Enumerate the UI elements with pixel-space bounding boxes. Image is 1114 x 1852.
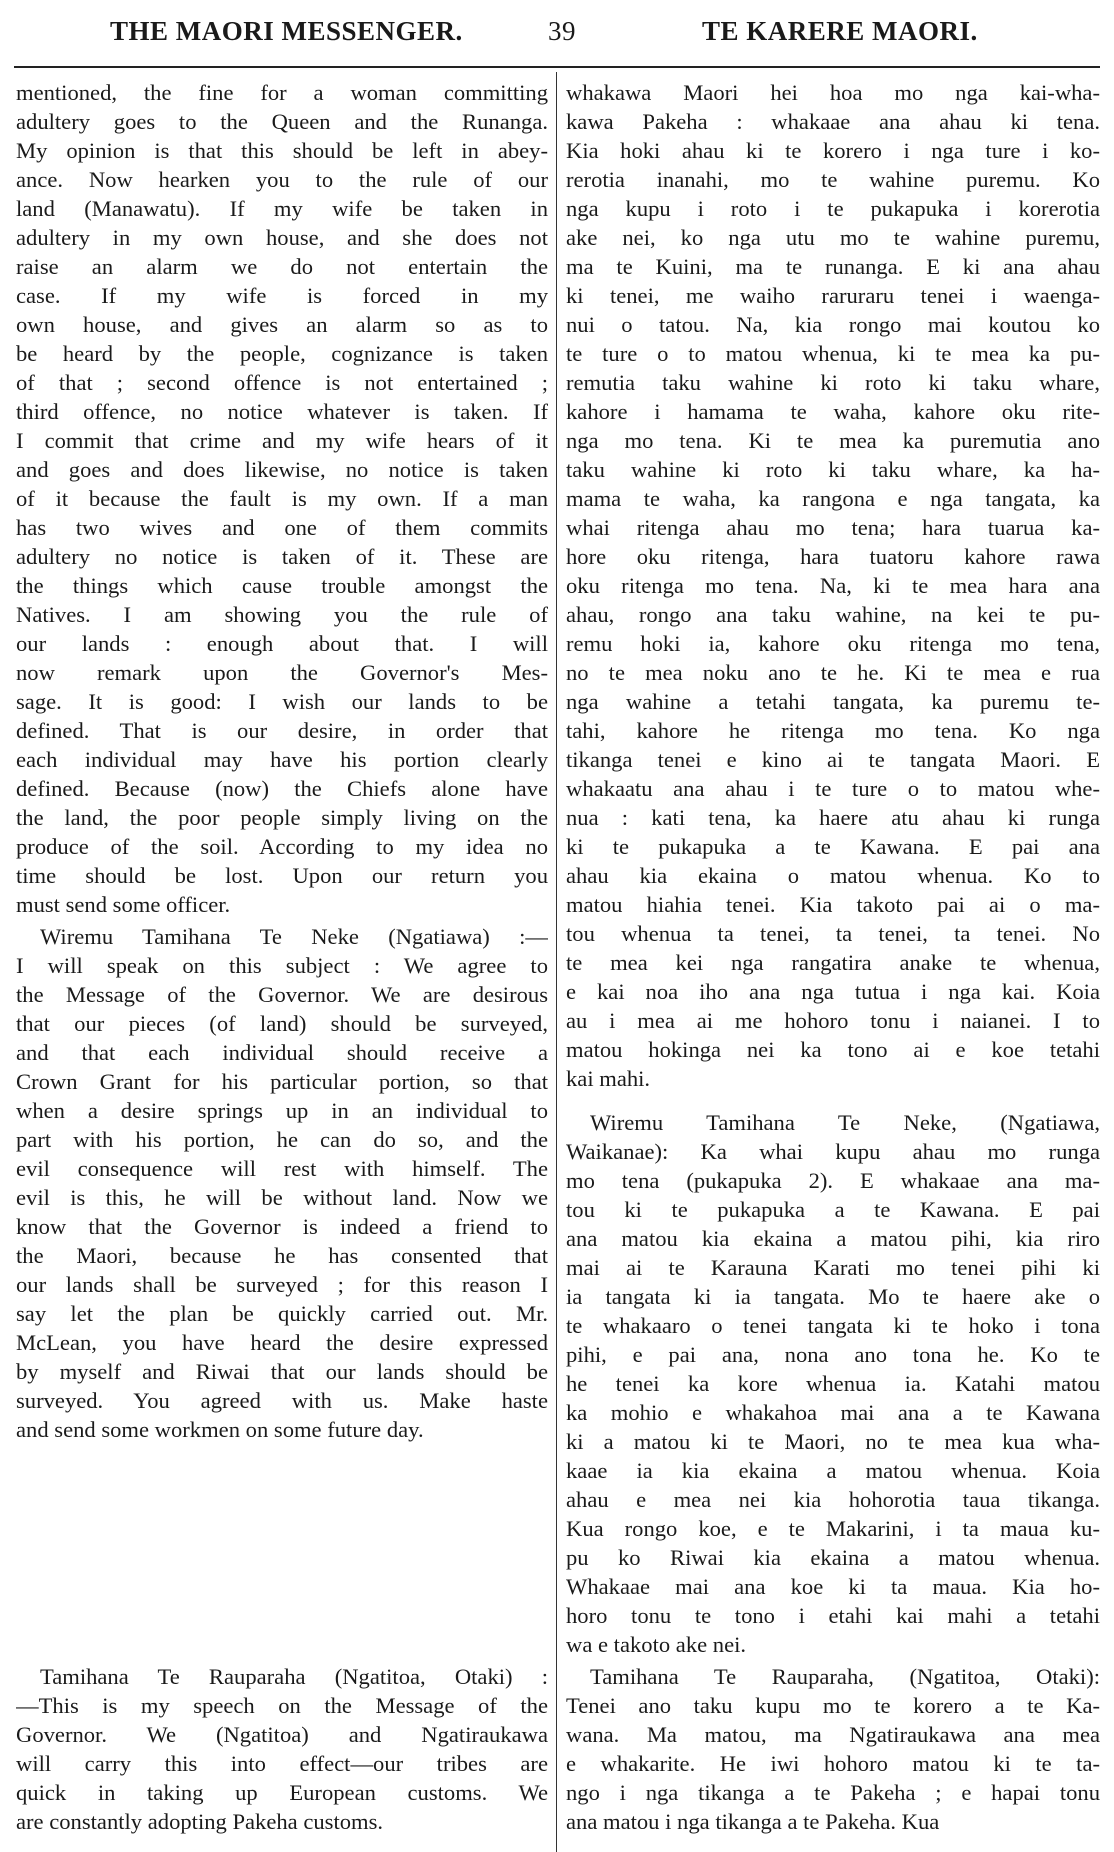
text-line: matou hokinga nei ka tono ai e koe tetahi (566, 1037, 1100, 1062)
text-line: nua : kati tena, ka haere atu ahau ki runga (566, 805, 1100, 830)
text-line: adultery no notice is taken of it. These are (16, 544, 548, 569)
text-line: Kua rongo koe, e te Makarini, i ta maua ku- (566, 1516, 1100, 1541)
text-line: Natives. I am showing you the rule of (16, 602, 548, 627)
text-line: whai ritenga ahau mo tena; hara tuarua ka- (566, 515, 1100, 540)
text-line: will carry this into effect—our tribes are (16, 1751, 548, 1776)
text-line: rerotia inanahi, mo te wahine puremu. Ko (566, 167, 1100, 192)
text-line: of it because the fault is my own. If a man (16, 486, 548, 511)
text-line: kai mahi. (566, 1066, 651, 1091)
text-line: nui o tatou. Na, kia rongo mai koutou ko (566, 312, 1100, 337)
maori-paragraph-wiremu (566, 1108, 1100, 1659)
text-line: taku wahine ki roto ki taku whare, ka ha- (566, 457, 1100, 482)
text-line: e kai noa iho ana nga tutua i nga kai. Koia (566, 979, 1100, 1004)
text-line: adultery goes to the Queen and the Runanga. (16, 109, 548, 134)
maori-paragraph-continuation (566, 78, 1100, 1093)
text-line: au i mea ai me hohoro tonu i naianei. I to (566, 1008, 1100, 1033)
text-line: Whakaae mai ana koe ki ta maua. Kia ho- (566, 1574, 1100, 1599)
text-line: must send some officer. (16, 892, 231, 917)
text-line: tou ki te pukapuka a te Kawana. E pai (566, 1197, 1100, 1222)
text-line: defined. Because (now) the Chiefs alone have (16, 776, 548, 801)
text-line: each individual may have his portion clearly (16, 747, 548, 772)
text-line: matou hiahia tenei. Kia takoto pai ai o ma- (566, 892, 1100, 917)
text-line: Tamihana Te Rauparaha (Ngatitoa, Otaki) : (40, 1664, 548, 1689)
text-line: wa e takoto ake nei. (566, 1632, 747, 1657)
text-line: now remark upon the Governor's Mes- (16, 660, 548, 685)
text-line: he tenei ka kore whenua ia. Katahi matou (566, 1371, 1100, 1396)
text-line: evil consequence will rest with himself. The (16, 1156, 548, 1181)
text-line: ahau, rongo ana taku wahine, na kei te pu- (566, 602, 1100, 627)
text-line: remu hoki ia, kahore oku ritenga mo tena, (566, 631, 1100, 656)
text-line: ma te Kuini, ma te runanga. E ki ana ahau (566, 254, 1100, 279)
text-line: and goes and does likewise, no notice is taken (16, 457, 548, 482)
text-line: Wiremu Tamihana Te Neke (Ngatiawa) :— (40, 924, 548, 949)
column-divider (556, 72, 557, 1852)
text-line: —This is my speech on the Message of the (16, 1693, 548, 1718)
text-line: ana matou i nga tikanga a te Pakeha. Kua (566, 1809, 940, 1834)
english-paragraph-continuation (16, 78, 548, 919)
header-maori-title: TE KARERE MAORI. (702, 16, 978, 46)
text-line: hore oku ritenga, hara tuatoru kahore rawa (566, 544, 1100, 569)
text-line: adultery in my own house, and she does not (16, 225, 548, 250)
text-line: kahore i hamama te waha, kahore oku rite- (566, 399, 1100, 424)
text-line: ance. Now hearken you to the rule of our (16, 167, 548, 192)
text-line: kaae ia kia ekaina a matou whenua. Koia (566, 1458, 1100, 1483)
text-line: sage. It is good: I wish our lands to be (16, 689, 548, 714)
text-line: ki a matou ki te Maori, no te mea kua wha- (566, 1429, 1100, 1454)
text-line: Tamihana Te Rauparaha, (Ngatitoa, Otaki): (590, 1664, 1100, 1689)
text-line: e whakarite. He iwi hohoro matou ki te ta- (566, 1751, 1100, 1776)
text-line: defined. That is our desire, in order that (16, 718, 548, 743)
text-line: that our pieces (of land) should be surveyed, (16, 1011, 548, 1036)
text-line: say let the plan be quickly carried out. Mr. (16, 1301, 548, 1326)
text-line: ana matou kia ekaina a matou pihi, kia riro (566, 1226, 1100, 1251)
text-line: ka mohio e whakahoa mai ana a te Kawana (566, 1400, 1100, 1425)
text-line: ake nei, ko nga utu mo te wahine puremu, (566, 225, 1100, 250)
text-line: Tenei ano taku kupu mo te korero a te Ka- (566, 1693, 1100, 1718)
text-line: tikanga tenei e kino ai te tangata Maori. E (566, 747, 1100, 772)
text-line: the Maori, because he has consented that (16, 1243, 548, 1268)
text-line: ahau kia ekaina o matou whenua. Ko to (566, 863, 1100, 888)
english-paragraph-wiremu (16, 922, 548, 1444)
text-line: our lands : enough about that. I will (16, 631, 548, 656)
text-line: evil is this, he will be without land. Now we (16, 1185, 548, 1210)
text-line: nga kupu i roto i te pukapuka i korerotia (566, 196, 1100, 221)
text-line: nga mo tena. Ki te mea ka puremutia ano (566, 428, 1100, 453)
text-line: mai ai te Karauna Karati mo tenei pihi ki (566, 1255, 1100, 1280)
text-line: wana. Ma matou, ma Ngatiraukawa ana mea (566, 1722, 1100, 1747)
text-line: te mea kei nga rangatira anake te whenua, (566, 950, 1100, 975)
text-line: has two wives and one of them commits (16, 515, 548, 540)
text-line: the things which cause trouble amongst the (16, 573, 548, 598)
text-line: te ture o to matou whenua, ki te mea ka pu- (566, 341, 1100, 366)
text-line: whakawa Maori hei hoa mo nga kai-wha- (566, 80, 1100, 105)
text-line: horo tonu te tono i etahi kai mahi a tetahi (566, 1603, 1100, 1628)
text-line: whakaatu ana ahau i te ture o to matou whe- (566, 776, 1100, 801)
text-line: pu ko Riwai kia ekaina a matou whenua. (566, 1545, 1100, 1570)
text-line: ki te pukapuka a te Kawana. E pai ana (566, 834, 1100, 859)
text-line: Waikanae): Ka whai kupu ahau mo runga (566, 1139, 1100, 1164)
text-line: pihi, e pai ana, nona ano tona he. Ko te (566, 1342, 1100, 1367)
text-line: McLean, you have heard the desire expressed (16, 1330, 548, 1355)
text-line: te whakaaro o tenei tangata ki te hoko i tona (566, 1313, 1100, 1338)
text-line: tou whenua ta tenei, ta tenei, ta tenei. No (566, 921, 1100, 946)
text-line: our lands shall be surveyed ; for this reason I (16, 1272, 548, 1297)
text-line: surveyed. You agreed with us. Make haste (16, 1388, 548, 1413)
text-line: kawa Pakeha : whakaae ana ahau ki tena. (566, 109, 1100, 134)
text-line: and send some workmen on some future day. (16, 1417, 424, 1442)
text-line: ia tangata ki ia tangata. Mo te haere ake o (566, 1284, 1100, 1309)
maori-paragraph-tamihana (566, 1662, 1100, 1836)
text-line: mentioned, the fine for a woman committing (16, 80, 548, 105)
text-line: when a desire springs up in an individual to (16, 1098, 548, 1123)
text-line: produce of the soil. According to my idea no (16, 834, 548, 859)
text-line: no te mea noku ano te he. Ki te mea e rua (566, 660, 1100, 685)
text-line: time should be lost. Upon our return you (16, 863, 548, 888)
text-line: My opinion is that this should be left in abey- (16, 138, 548, 163)
text-line: raise an alarm we do not entertain the (16, 254, 548, 279)
english-paragraph-tamihana (16, 1662, 548, 1836)
page-header (0, 0, 1114, 58)
text-line: ngo i nga tikanga a te Pakeha ; e hapai tonu (566, 1780, 1100, 1805)
text-line: Governor. We (Ngatitoa) and Ngatiraukawa (16, 1722, 548, 1747)
text-line: I will speak on this subject : We agree to (16, 953, 548, 978)
text-line: the Message of the Governor. We are desirous (16, 982, 548, 1007)
header-english-title: THE MAORI MESSENGER. (110, 16, 463, 46)
text-line: the land, the poor people simply living on the (16, 805, 548, 830)
text-line: Wiremu Tamihana Te Neke, (Ngatiawa, (590, 1110, 1100, 1135)
text-line: be heard by the people, cognizance is taken (16, 341, 548, 366)
text-line: third offence, no notice whatever is taken. If (16, 399, 548, 424)
text-line: quick in taking up European customs. We (16, 1780, 548, 1805)
text-line: own house, and gives an alarm so as to (16, 312, 548, 337)
text-line: and that each individual should receive a (16, 1040, 548, 1065)
text-line: are constantly adopting Pakeha customs. (16, 1809, 384, 1834)
text-line: ahau e mea nei kia hohorotia taua tikanga. (566, 1487, 1100, 1512)
text-line: part with his portion, he can do so, and the (16, 1127, 548, 1152)
text-line: ki tenei, me waiho raruraru tenei i waenga- (566, 283, 1100, 308)
text-line: Crown Grant for his particular portion, so that (16, 1069, 548, 1094)
text-line: nga wahine a tetahi tangata, ka puremu te- (566, 689, 1100, 714)
text-line: case. If my wife is forced in my (16, 283, 548, 308)
text-line: land (Manawatu). If my wife be taken in (16, 196, 548, 221)
text-line: Kia hoki ahau ki te korero i nga ture i ko- (566, 138, 1100, 163)
text-line: oku ritenga mo tena. Na, ki te mea hara ana (566, 573, 1100, 598)
page-number: 39 (548, 16, 576, 46)
text-line: I commit that crime and my wife hears of it (16, 428, 548, 453)
text-line: mo tena (pukapuka 2). E whakaae ana ma- (566, 1168, 1100, 1193)
text-line: mama te waha, ka rangona e nga tangata, ka (566, 486, 1100, 511)
header-rule (14, 66, 1100, 68)
text-line: tahi, kahore he ritenga mo tena. Ko nga (566, 718, 1100, 743)
text-line: remutia taku wahine ki roto ki taku whare, (566, 370, 1100, 395)
text-line: by myself and Riwai that our lands should be (16, 1359, 548, 1384)
text-line: of that ; second offence is not entertained ; (16, 370, 548, 395)
text-line: know that the Governor is indeed a friend to (16, 1214, 548, 1239)
